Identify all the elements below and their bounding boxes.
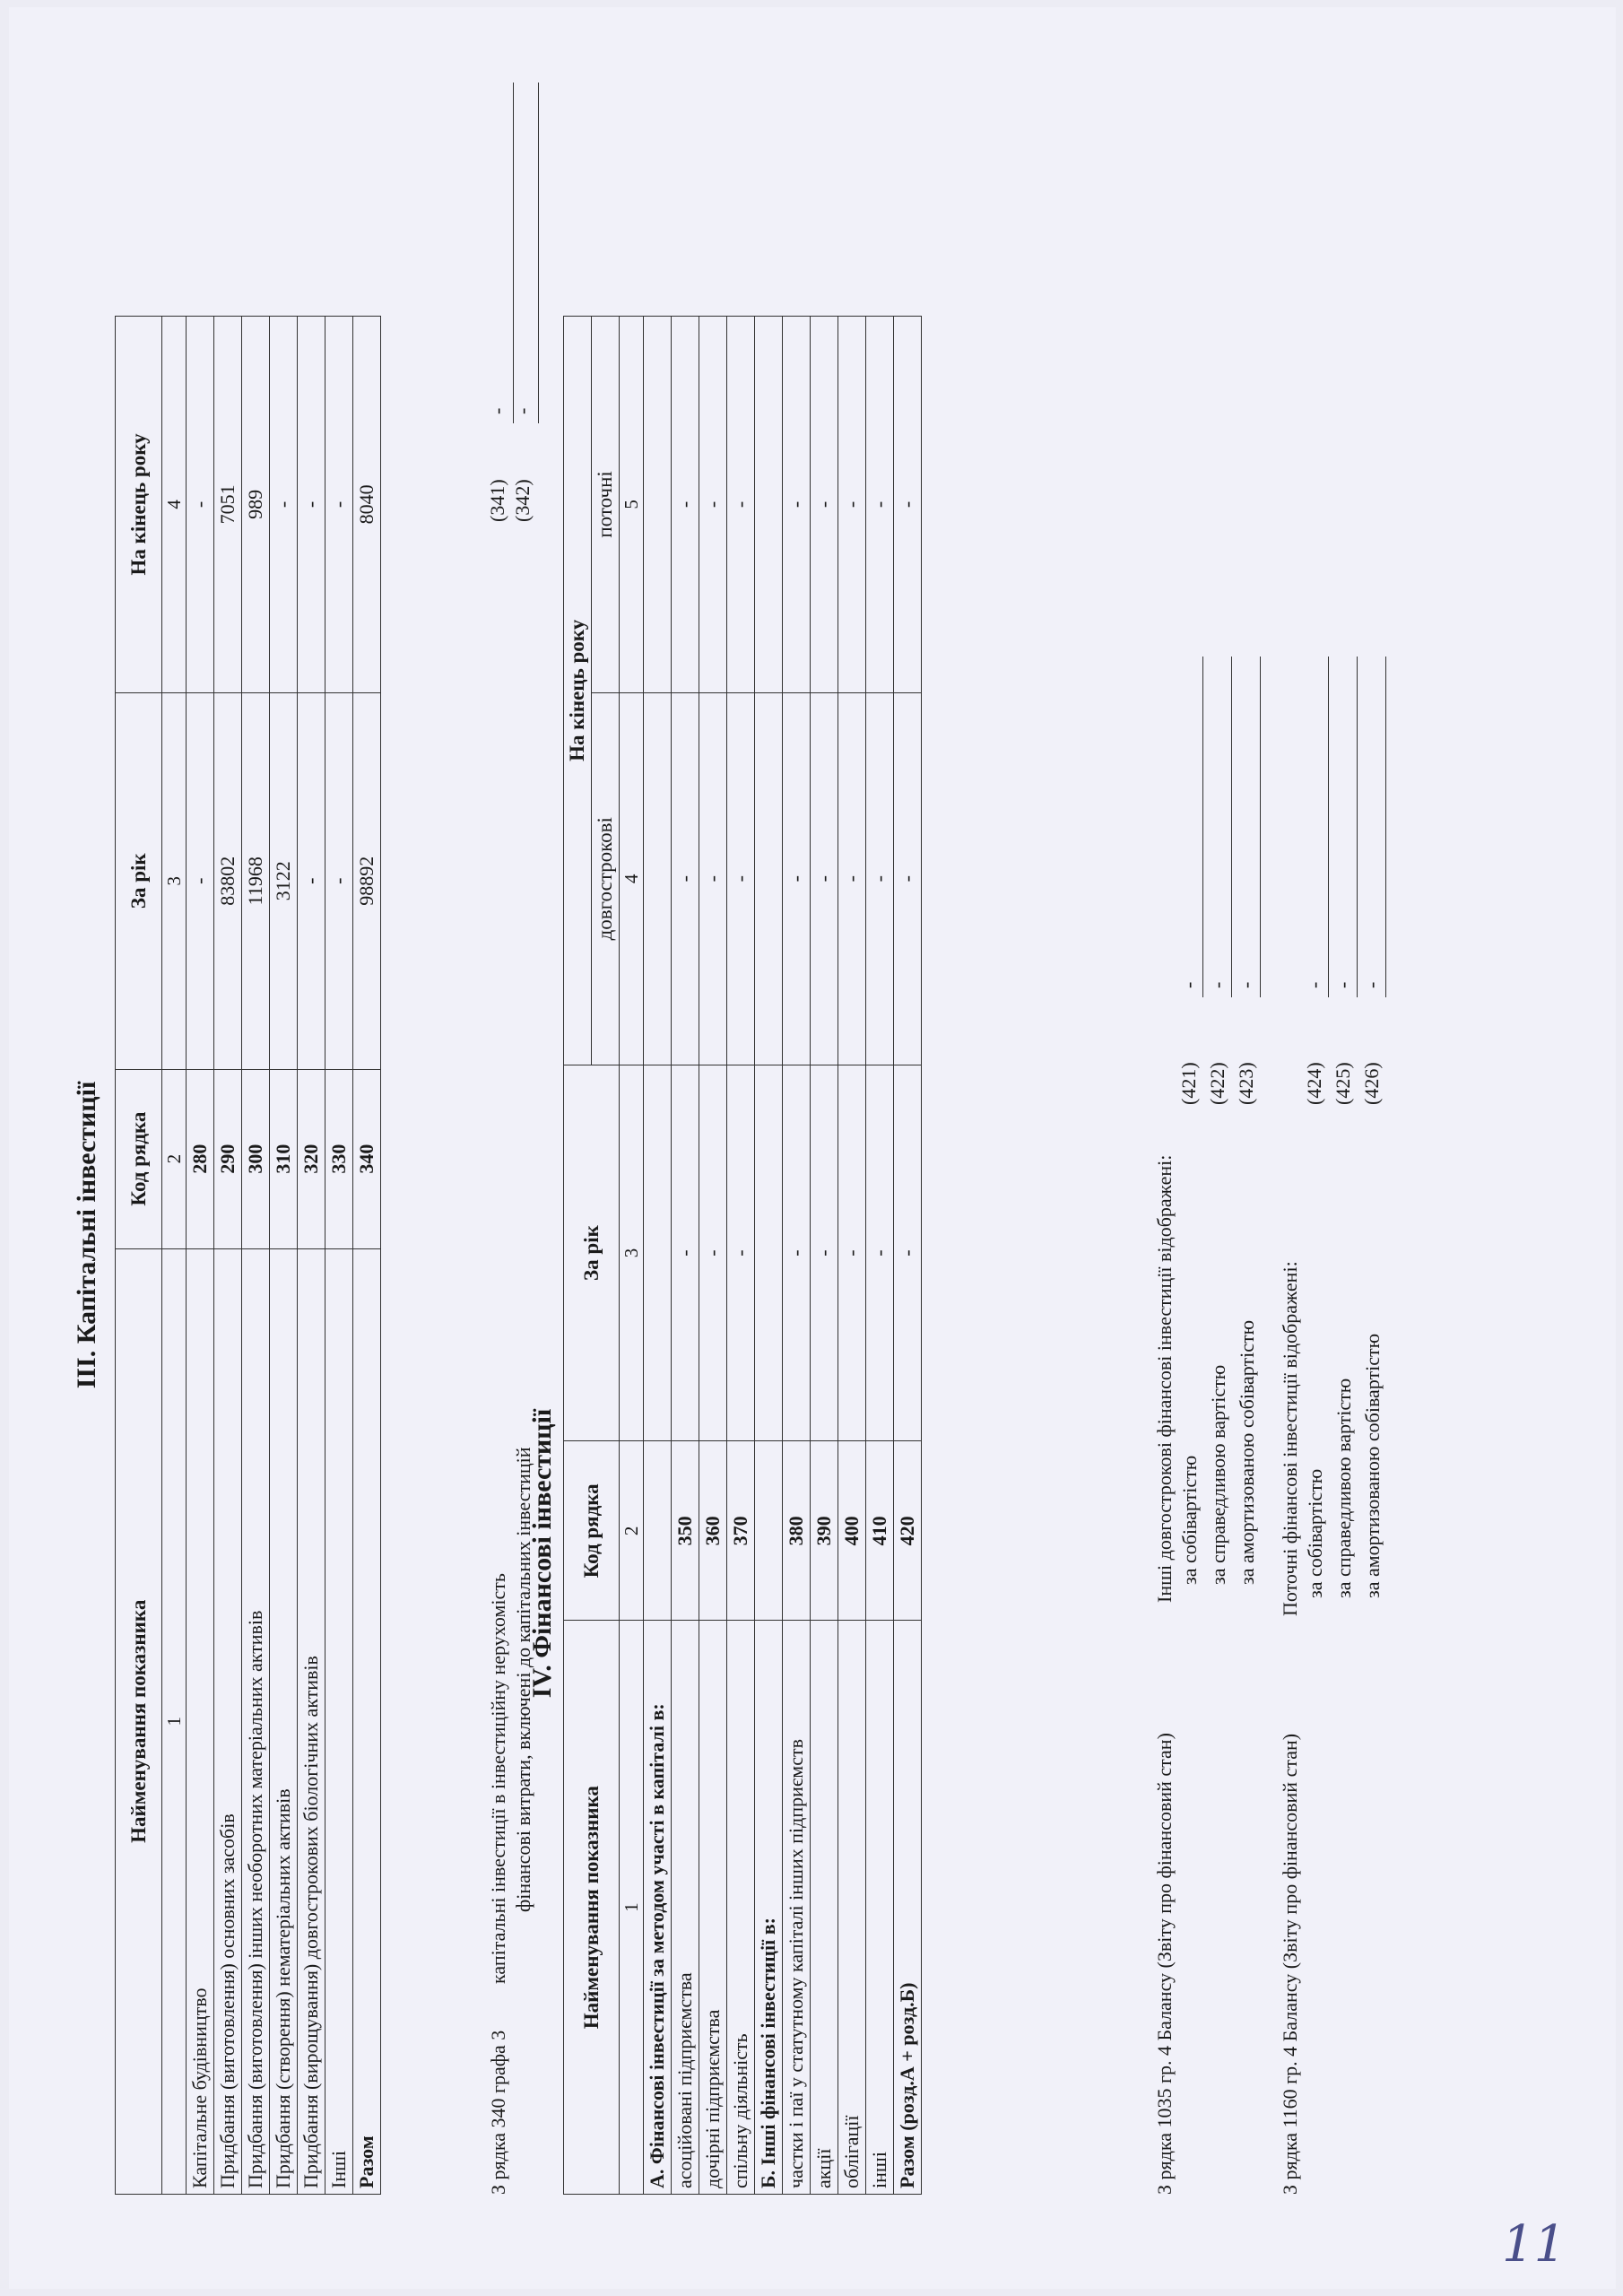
header-year: За рік	[116, 692, 162, 1069]
row-end: 7051	[214, 317, 242, 693]
row-name: Придбання (виготовлення) основних засобів	[214, 1248, 242, 2194]
row-code	[755, 1441, 783, 1621]
table-row-total	[353, 317, 381, 2195]
table-row	[270, 317, 298, 2195]
row-code: 290	[214, 1069, 242, 1248]
header-name: Найменування показника	[116, 1248, 162, 2194]
row-name: Інші	[325, 1248, 353, 2194]
note-underline	[1202, 657, 1203, 997]
note-code: (341)	[486, 479, 508, 522]
col-number: 1	[162, 1248, 187, 2194]
row-year: 83802	[214, 692, 242, 1069]
row-name: А. Фінансові інвестиції за методом участі в капіталі в:	[644, 1621, 672, 2195]
note-value: -	[1332, 981, 1354, 988]
note-value: -	[1235, 981, 1257, 988]
col-number: 5	[620, 317, 644, 693]
note-code: (423)	[1235, 1062, 1257, 1105]
row-long: -	[866, 692, 894, 1065]
row-name: Придбання (створення) нематеріальних активів	[270, 1248, 298, 2194]
row-year	[755, 1065, 783, 1441]
scanned-sheet	[9, 7, 1616, 2289]
section3-note-line1: капітальні інвестиції в інвестиційну нерухомість	[487, 1573, 509, 1984]
row-name: Придбання (виготовлення) інших необоротних матеріальних активів	[242, 1248, 270, 2194]
row-code: 410	[866, 1441, 894, 1621]
row-current: -	[672, 317, 699, 693]
handwritten-page-number: 11	[1502, 2215, 1567, 2274]
note-value: -	[511, 407, 534, 414]
row-year	[644, 1065, 672, 1441]
row-code: 400	[838, 1441, 866, 1621]
row-code: 380	[783, 1441, 811, 1621]
section4-note2-prefix: З рядка 1160 гр. 4 Балансу (Звіту про фінансовий стан)	[1279, 1733, 1301, 2195]
row-year: -	[187, 692, 214, 1069]
note-item-label: за справедливою вартістю	[1207, 1364, 1229, 1585]
financial-investments-table	[563, 316, 922, 2195]
note-code: (342)	[511, 479, 534, 522]
row-code: 280	[187, 1069, 214, 1248]
note-code: (421)	[1177, 1062, 1200, 1105]
row-year: 3122	[270, 692, 298, 1069]
table-row	[672, 317, 699, 2195]
note-code: (425)	[1332, 1062, 1354, 1105]
table-row-total	[894, 317, 922, 2195]
table-row-group-header	[755, 317, 783, 2195]
col-number: 2	[162, 1069, 187, 1248]
header-name: Найменування показника	[564, 1621, 620, 2195]
header-end: На кінець року	[116, 317, 162, 693]
col-number: 3	[620, 1065, 644, 1441]
section4-note2-title: Поточні фінансові інвестиції відображені:	[1279, 1261, 1301, 1616]
row-current: -	[811, 317, 838, 693]
row-year: -	[894, 1065, 922, 1441]
row-name: дочірні підприємства	[699, 1621, 727, 2195]
table-row	[838, 317, 866, 2195]
row-name: частки і паї у статутному капіталі інших підприємств	[783, 1621, 811, 2195]
note-item-label: за собівартістю	[1178, 1455, 1201, 1585]
row-code: 360	[699, 1441, 727, 1621]
row-code: 420	[894, 1441, 922, 1621]
note-underline	[1328, 657, 1329, 997]
row-long: -	[699, 692, 727, 1065]
table-row	[298, 317, 325, 2195]
row-code: 350	[672, 1441, 699, 1621]
section3-note-prefix: З рядка 340 графа 3	[487, 2030, 509, 2195]
rotated-page	[9, 7, 1616, 2289]
row-code: 370	[727, 1441, 755, 1621]
row-name: Б. Інші фінансові інвестиції в:	[755, 1621, 783, 2195]
row-name: Разом (розд.А + розд.Б)	[894, 1621, 922, 2195]
row-year: 98892	[353, 692, 381, 1069]
row-current: -	[894, 317, 922, 693]
section4-note1-title: Інші довгострокові фінансові інвестиції відображені:	[1153, 1154, 1176, 1603]
section3-note-line2: фінансові витрати, включені до капітальних інвестицій	[512, 1447, 534, 1912]
row-end: -	[325, 317, 353, 693]
row-code	[644, 1441, 672, 1621]
row-year: -	[699, 1065, 727, 1441]
table-row	[325, 317, 353, 2195]
row-name: спільну діяльність	[727, 1621, 755, 2195]
note-item-label: за амортизованою собівартістю	[1361, 1333, 1384, 1598]
row-code: 310	[270, 1069, 298, 1248]
note-item-label: за амортизованою собівартістю	[1236, 1319, 1258, 1585]
note-underline	[1231, 657, 1232, 997]
row-long	[644, 692, 672, 1065]
row-end: -	[298, 317, 325, 693]
section3-title: III. Капітальні інвестиції	[72, 1081, 101, 1389]
row-year: 11968	[242, 692, 270, 1069]
table-row	[783, 317, 811, 2195]
row-code: 390	[811, 1441, 838, 1621]
col-number: 4	[162, 317, 187, 693]
row-current: -	[838, 317, 866, 693]
row-year: -	[325, 692, 353, 1069]
row-long: -	[783, 692, 811, 1065]
note-underline	[538, 83, 539, 423]
section4-title: IV. Фінансові інвестиції	[527, 1408, 557, 1699]
table-row-group-header	[644, 317, 672, 2195]
section4-note1-prefix: З рядка 1035 гр. 4 Балансу (Звіту про фінансовий стан)	[1153, 1733, 1176, 2195]
row-name: інші	[866, 1621, 894, 2195]
row-code: 330	[325, 1069, 353, 1248]
table-row	[811, 317, 838, 2195]
row-name: акції	[811, 1621, 838, 2195]
header-code: Код рядка	[116, 1069, 162, 1248]
header-current: поточні	[592, 317, 620, 693]
row-code: 320	[298, 1069, 325, 1248]
row-long	[755, 692, 783, 1065]
row-long: -	[727, 692, 755, 1065]
table-row	[866, 317, 894, 2195]
row-name: Разом	[353, 1248, 381, 2194]
row-year: -	[811, 1065, 838, 1441]
row-end: -	[270, 317, 298, 693]
note-underline	[1385, 657, 1386, 997]
header-year: За рік	[564, 1065, 620, 1441]
row-code: 300	[242, 1069, 270, 1248]
col-number: 2	[620, 1441, 644, 1621]
row-end: 989	[242, 317, 270, 693]
note-value: -	[1177, 981, 1200, 988]
header-long: довгострокові	[592, 692, 620, 1065]
row-year: -	[298, 692, 325, 1069]
row-current: -	[783, 317, 811, 693]
table-row	[727, 317, 755, 2195]
row-long: -	[894, 692, 922, 1065]
row-end: 8040	[353, 317, 381, 693]
row-year: -	[783, 1065, 811, 1441]
header-code: Код рядка	[564, 1441, 620, 1621]
col-number: 4	[620, 692, 644, 1065]
note-item-label: за собівартістю	[1304, 1468, 1326, 1598]
row-year: -	[838, 1065, 866, 1441]
table-row	[699, 317, 727, 2195]
note-underline	[1260, 657, 1261, 997]
note-underline	[513, 83, 514, 423]
row-long: -	[811, 692, 838, 1065]
header-end: На кінець року	[564, 317, 592, 1065]
row-long: -	[838, 692, 866, 1065]
table-row	[242, 317, 270, 2195]
row-name: Капітальне будівництво	[187, 1248, 214, 2194]
note-value: -	[1303, 981, 1325, 988]
row-current: -	[699, 317, 727, 693]
col-number: 3	[162, 692, 187, 1069]
capital-investments-table	[115, 316, 381, 2195]
row-year: -	[672, 1065, 699, 1441]
row-year: -	[866, 1065, 894, 1441]
note-value: -	[486, 407, 508, 414]
row-current: -	[866, 317, 894, 693]
row-year: -	[727, 1065, 755, 1441]
table-row	[214, 317, 242, 2195]
row-name: Придбання (вирощування) довгострокових біологічних активів	[298, 1248, 325, 2194]
row-name: облігації	[838, 1621, 866, 2195]
note-value: -	[1206, 981, 1228, 988]
note-code: (424)	[1303, 1062, 1325, 1105]
note-code: (422)	[1206, 1062, 1228, 1105]
row-end: -	[187, 317, 214, 693]
row-current	[755, 317, 783, 693]
row-long: -	[672, 692, 699, 1065]
row-code: 340	[353, 1069, 381, 1248]
row-current: -	[727, 317, 755, 693]
note-value: -	[1360, 981, 1383, 988]
row-current	[644, 317, 672, 693]
note-code: (426)	[1360, 1062, 1383, 1105]
col-number: 1	[620, 1621, 644, 2195]
row-name: асоційовані підприємства	[672, 1621, 699, 2195]
note-item-label: за справедливою вартістю	[1332, 1378, 1355, 1598]
note-underline	[1357, 657, 1358, 997]
table-row	[187, 317, 214, 2195]
